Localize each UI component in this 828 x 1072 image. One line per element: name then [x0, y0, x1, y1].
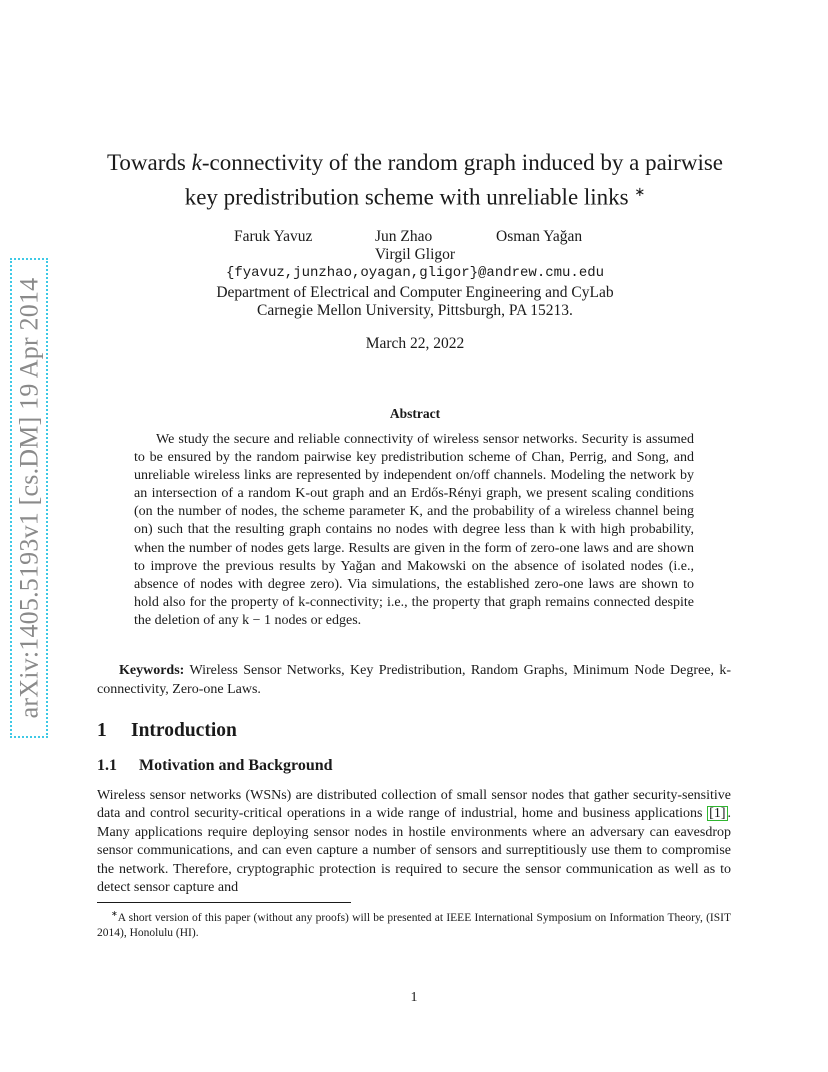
author-2: Jun Zhao [375, 228, 433, 245]
author-3: Osman Yağan [496, 228, 583, 245]
paper-title [90, 148, 740, 212]
section-number: 1 [97, 720, 107, 741]
footnote-rule [97, 902, 351, 903]
keywords [97, 661, 731, 699]
footnote-marker: ∗ [111, 909, 118, 918]
author-emails: {fyavuz,junzhao,oyagan,gligor}@andrew.cmu.edu [225, 265, 605, 281]
footnote-text: A short version of this paper (without any proofs) will be presented at IEEE International Symposium on Information Theory, (ISIT 2014), Honolulu (HI). [97, 911, 731, 940]
title-line-2: key predistribution scheme with unreliable links ∗ [184, 184, 646, 210]
body-paragraph: Wireless sensor networks (WSNs) are distributed collection of small sensor nodes that gather security-sensitive data and control security-critical operations in a wide range of industrial, home and business applications [1] . Many applications require deploying sensor nodes in hostile environments where an adversary can eavesdrop sensor communications, and can even capture a number of sensors and surreptitiously use them to compromise the network. Therefore, cryptographic protection is required to secure the sensor communication as well as to detect sensor capture and [97, 788, 731, 896]
section-heading [97, 720, 237, 742]
arxiv-identifier-stamp [10, 258, 48, 738]
author-4: Virgil Gligor [374, 246, 456, 263]
subsection-title: Motivation and Background [139, 757, 333, 774]
abstract-text: We study the secure and reliable connectivity of wireless sensor networks. Security is assumed to be ensured by the random pairwise key predistribution scheme of Chan, Perrig, and Song, and unreliable wireless links are represented by independent on/off channels. Modeling the network by an intersection of a random K-out graph and an Erdős-Rényi graph, we present scaling conditions (on the number of nodes, the scheme parameter K, and the probability of a wireless channel being on) such that the resulting graph contains no nodes with degree less than k with high probability, when the number of nodes gets large. Results are given in the form of zero-one laws and are shown to improve the previous results by Yağan and Makowski on the absence of isolated nodes (i.e., absence of nodes with degree zero). Via simulations, the established zero-one laws are shown to hold also for the property of k-connectivity; i.e., the property that graph remains connected despite the deletion of any k − 1 nodes or edges. [134, 432, 694, 628]
title-footnote-marker: ∗ [634, 184, 646, 199]
keywords-text: Wireless Sensor Networks, Key Predistribution, Random Graphs, Minimum Node Degree, k-connectivity, Zero-one Laws. [97, 663, 731, 697]
affiliation-line-2: Carnegie Mellon University, Pittsburgh, PA 15213. [257, 302, 573, 319]
abstract-heading: Abstract [389, 406, 441, 421]
title-line-1: Towards k-connectivity of the random graph induced by a pairwise [106, 150, 723, 175]
footnote [97, 906, 731, 942]
author-1: Faruk Yavuz [234, 228, 313, 245]
affiliation-line-1: Department of Electrical and Computer Engineering and CyLab [216, 284, 614, 301]
subsection-number: 1.1 [97, 757, 117, 774]
page-number: 1 [410, 990, 418, 1005]
arxiv-identifier: arXiv:1405.5193v1 [cs.DM] 19 Apr 2014 [14, 277, 44, 719]
paper-date: March 22, 2022 [365, 335, 465, 352]
keywords-label: Keywords: [119, 663, 185, 678]
citation-link[interactable]: [1] [709, 806, 726, 822]
section-title: Introduction [131, 720, 237, 741]
subsection-heading [97, 757, 333, 775]
